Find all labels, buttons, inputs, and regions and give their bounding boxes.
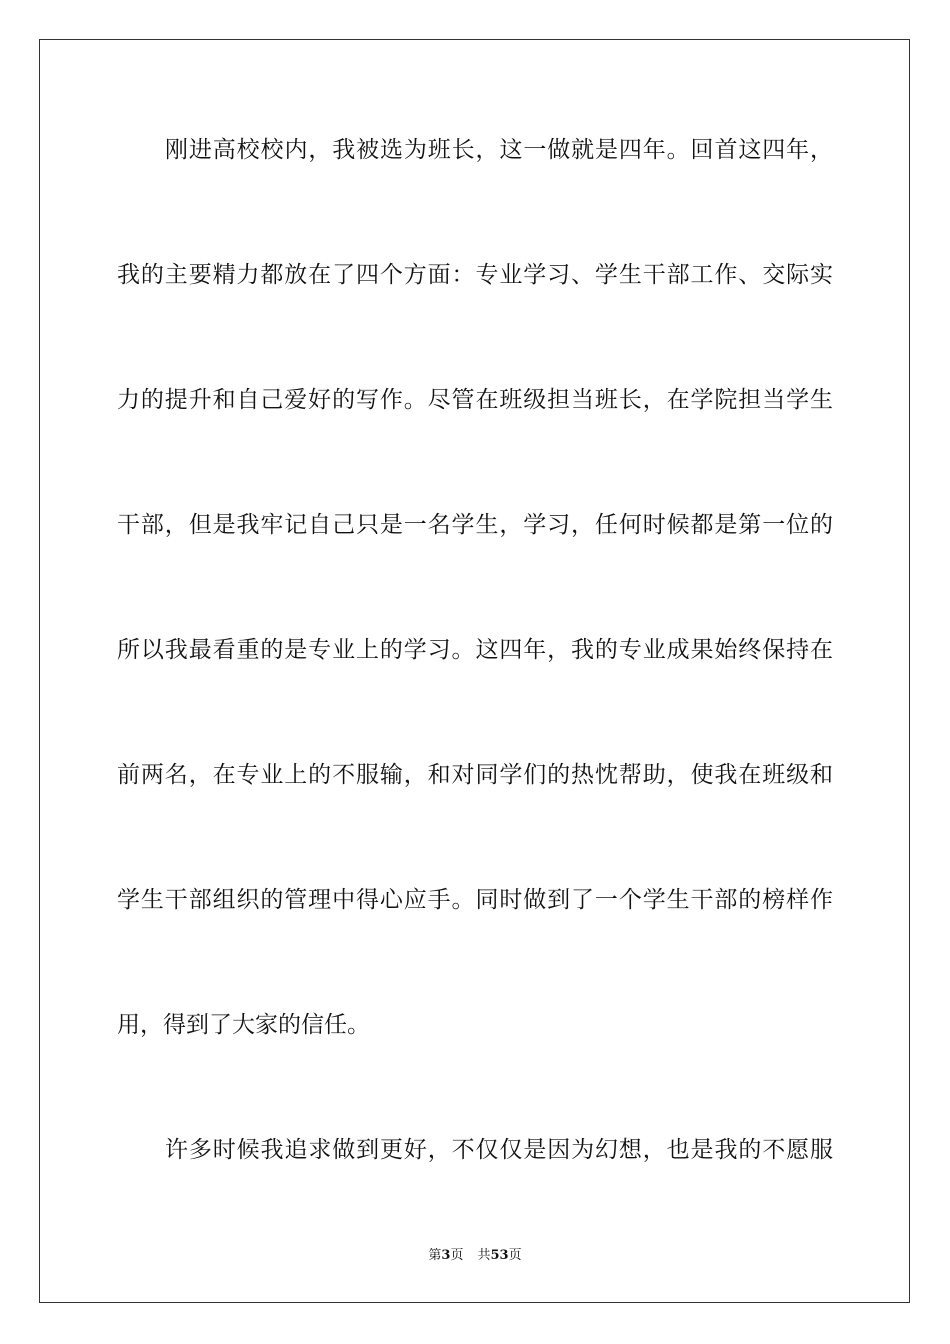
paragraph-1-line-2: 我的主要精力都放在了四个方面：专业学习、学生干部工作、交际实 xyxy=(117,262,833,288)
footer-total-suffix: 页 xyxy=(508,1248,522,1263)
paragraph-2-line-1: 许多时候我追求做到更好，不仅仅是因为幻想，也是我的不愿服 xyxy=(165,1137,833,1163)
paragraph-1-line-4: 干部，但是我牢记自己只是一名学生，学习，任何时候都是第一位的 xyxy=(117,512,833,538)
paragraph-1-line-7: 学生干部组织的管理中得心应手。同时做到了一个学生干部的榜样作 xyxy=(117,887,833,913)
page-footer xyxy=(0,1247,950,1265)
footer-total-prefix: 共 xyxy=(477,1248,491,1263)
footer-page-suffix: 页 xyxy=(450,1248,464,1263)
paragraph-1-line-1: 刚进高校校内，我被选为班长，这一做就是四年。回首这四年， xyxy=(165,137,833,163)
paragraph-1-line-8: 用，得到了大家的信任。 xyxy=(117,1012,370,1038)
footer-total-pages: 53 xyxy=(490,1248,509,1263)
footer-page-number: 3 xyxy=(441,1248,451,1263)
paragraph-1-line-6: 前两名，在专业上的不服输，和对同学们的热忱帮助，使我在班级和 xyxy=(117,762,833,788)
page-border xyxy=(39,39,910,1303)
footer-page-prefix: 第 xyxy=(428,1248,442,1263)
paragraph-1-line-5: 所以我最看重的是专业上的学习。这四年，我的专业成果始终保持在 xyxy=(117,637,833,663)
paragraph-1-line-3: 力的提升和自己爱好的写作。尽管在班级担当班长，在学院担当学生 xyxy=(117,387,833,413)
